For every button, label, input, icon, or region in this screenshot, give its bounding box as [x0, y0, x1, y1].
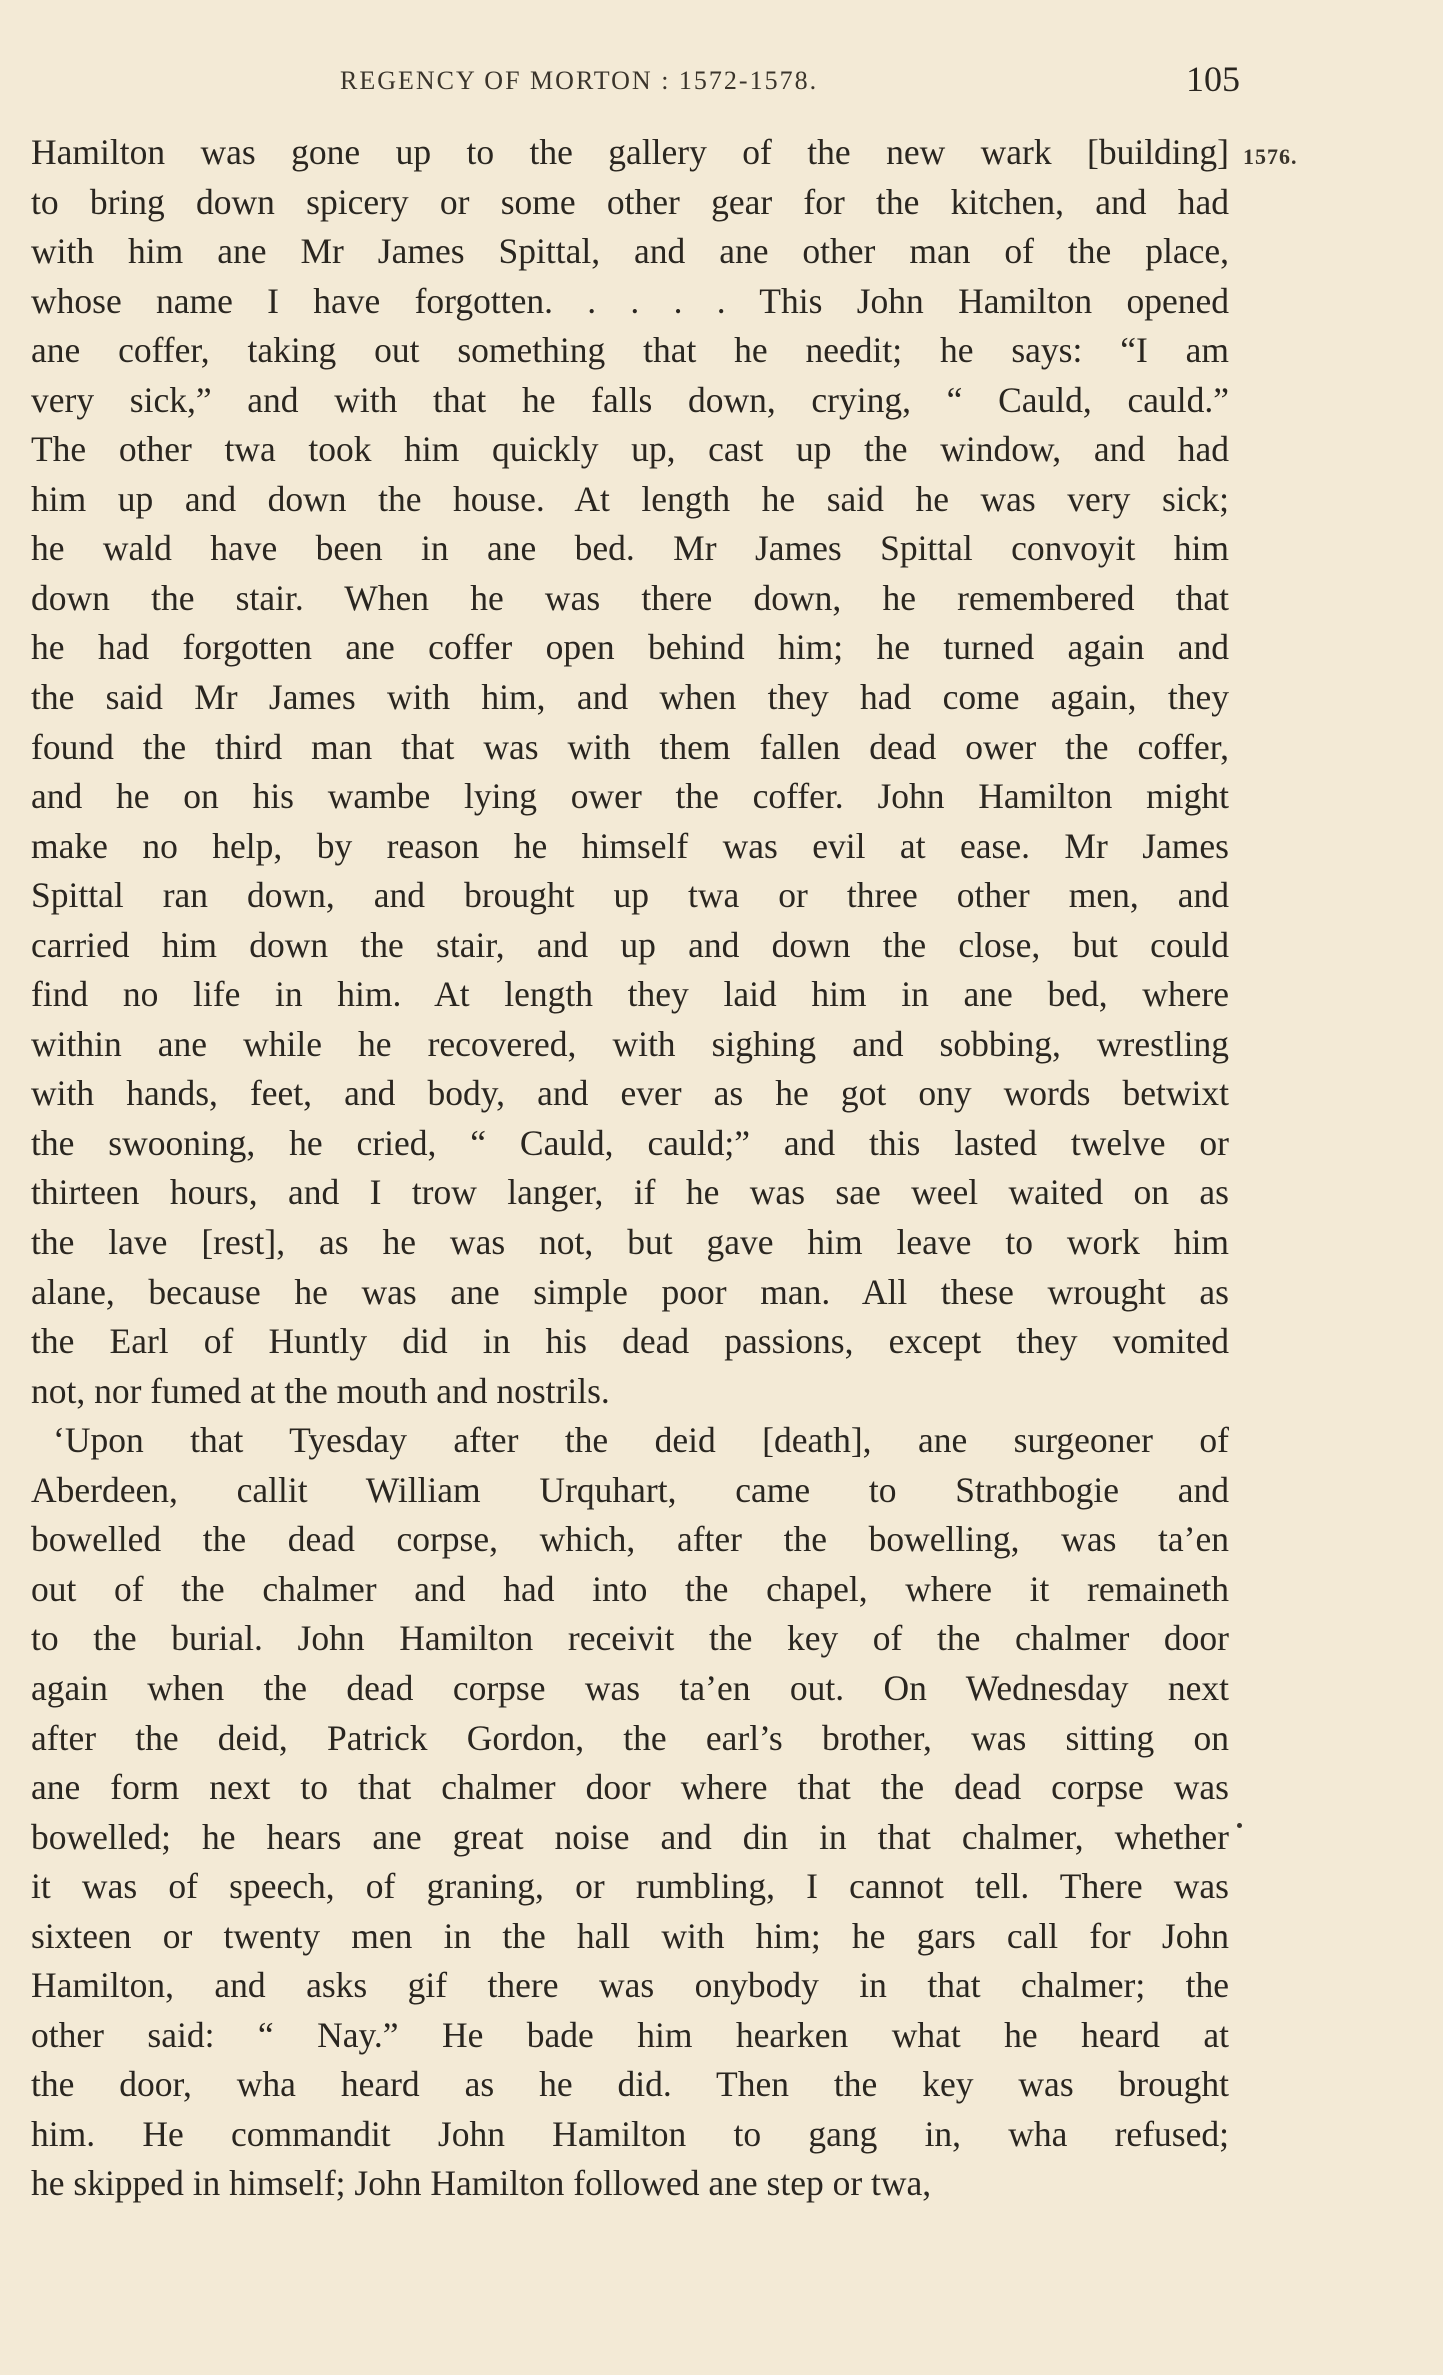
text-line: sixteen or twenty men in the hall with him; he gars call for John [31, 1915, 1229, 1956]
text-line: after the deid, Patrick Gordon, the earl’s brother, was sitting on [31, 1717, 1229, 1758]
text-line: within ane while he recovered, with sighing and sobbing, wrestling [31, 1023, 1229, 1064]
running-head: REGENCY OF MORTON : 1572-1578. [340, 66, 819, 95]
text-line: the door, wha heard as he did. Then the key was brought [31, 2064, 1229, 2105]
text-line: the swooning, he cried, “ Cauld, cauld;” and this lasted twelve or [31, 1122, 1229, 1163]
text-line: bowelled the dead corpse, which, after the bowelling, was ta’en [31, 1519, 1229, 1560]
text-line: other said: “ Nay.” He bade him hearken what he heard at [31, 2014, 1229, 2055]
text-line: Hamilton was gone up to the gallery of the new wark [building] [31, 132, 1229, 172]
page-number: 105 [1186, 59, 1240, 99]
text-line: Spittal ran down, and brought up twa or three other men, and [31, 875, 1229, 916]
text-line: he wald have been in ane bed. Mr James Spittal convoyit him [31, 528, 1229, 569]
text-line: make no help, by reason he himself was evil at ease. Mr James [31, 825, 1229, 866]
text-line: and he on his wambe lying ower the coffer. John Hamilton might [31, 776, 1229, 817]
text-line: him up and down the house. At length he said he was very sick; [31, 478, 1229, 519]
text-line: with him ane Mr James Spittal, and ane other man of the place, [31, 231, 1229, 272]
text-line: the lave [rest], as he was not, but gave him leave to work him [31, 1222, 1229, 1263]
page-header [340, 58, 1240, 108]
text-line: down the stair. When he was there down, he remembered that [31, 577, 1229, 618]
text-line: with hands, feet, and body, and ever as he got ony words betwixt [31, 1073, 1229, 1114]
text-line: alane, because he was ane simple poor man. All these wrought as [31, 1271, 1229, 1312]
text-line: ane coffer, taking out something that he needit; he says: “I am [31, 330, 1229, 371]
text-line: ane form next to that chalmer door where that the dead corpse was [31, 1767, 1229, 1808]
text-line: The other twa took him quickly up, cast up the window, and had [31, 429, 1229, 470]
margin-mark [1237, 1823, 1242, 1828]
body-text [31, 128, 1229, 2209]
margin-year-note: 1576. [1243, 144, 1298, 169]
text-line: it was of speech, of graning, or rumbling, I cannot tell. There was [31, 1866, 1229, 1907]
text-line: bowelled; he hears ane great noise and din in that chalmer, whether [31, 1816, 1229, 1857]
text-line: the Earl of Huntly did in his dead passions, except they vomited [31, 1321, 1229, 1362]
text-line: Hamilton, and asks gif there was onybody in that chalmer; the [31, 1965, 1229, 2006]
text-line: he skipped in himself; John Hamilton followed ane step or twa, [31, 2163, 932, 2204]
text-line: very sick,” and with that he falls down, crying, “ Cauld, cauld.” [31, 379, 1229, 420]
text-line: again when the dead corpse was ta’en out. On Wednesday next [31, 1667, 1229, 1708]
text-line: the said Mr James with him, and when they had come again, they [31, 677, 1229, 718]
text-line: find no life in him. At length they laid him in ane bed, where [31, 974, 1229, 1015]
text-line: him. He commandit John Hamilton to gang in, wha refused; [31, 2113, 1229, 2154]
text-line: Aberdeen, callit William Urquhart, came to Strathbogie and [31, 1469, 1229, 1510]
text-line: ‘Upon that Tyesday after the deid [death], ane surgeoner of [53, 1420, 1229, 1461]
text-line: carried him down the stair, and up and down the close, but could [31, 924, 1229, 965]
text-line: not, nor fumed at the mouth and nostrils. [31, 1370, 610, 1411]
text-line: thirteen hours, and I trow langer, if he was sae weel waited on as [31, 1172, 1229, 1213]
text-line: whose name I have forgotten. . . . . This John Hamilton opened [31, 280, 1229, 321]
text-line: found the third man that was with them fallen dead ower the coffer, [31, 726, 1229, 767]
text-line: to bring down spicery or some other gear for the kitchen, and had [31, 181, 1229, 222]
text-line: he had forgotten ane coffer open behind him; he turned again and [31, 627, 1229, 668]
text-line: out of the chalmer and had into the chapel, where it remaineth [31, 1568, 1229, 1609]
text-line: to the burial. John Hamilton receivit the key of the chalmer door [31, 1618, 1229, 1659]
